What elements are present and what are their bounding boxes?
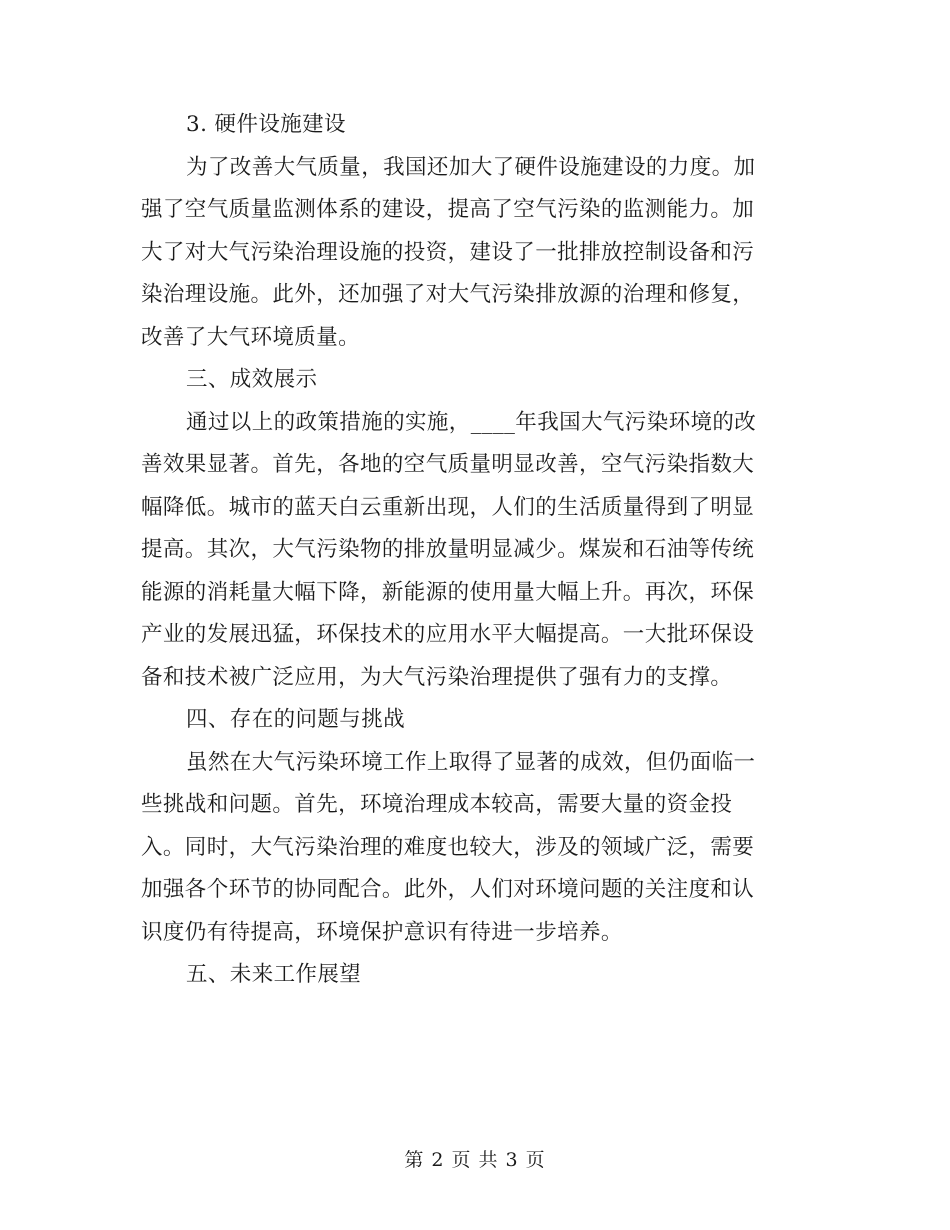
paragraph-line: 备和技术被广泛应用，为大气污染治理提供了强有力的支撑。 bbox=[141, 664, 733, 690]
paragraph-line: 提高。其次，大气污染物的排放量明显减少。煤炭和石油等传统 bbox=[141, 537, 755, 562]
paragraph-line: 幅降低。城市的蓝天白云重新出现，人们的生活质量得到了明显 bbox=[141, 494, 755, 520]
section-heading-results: 三、成效展示 bbox=[186, 367, 318, 392]
paragraph-line: 为了改善大气质量，我国还加大了硬件设施建设的力度。加 bbox=[186, 154, 756, 180]
paragraph-line: 大了对大气污染治理设施的投资，建设了一批排放控制设备和污 bbox=[141, 239, 755, 265]
paragraph-line: 善效果显著。首先，各地的空气质量明显改善，空气污染指数大 bbox=[141, 452, 755, 477]
section-heading-outlook: 五、未来工作展望 bbox=[186, 962, 362, 987]
paragraph-line: 入。同时，大气污染治理的难度也较大，涉及的领域广泛，需要 bbox=[141, 834, 755, 860]
section-heading-problems: 四、存在的问题与挑战 bbox=[186, 707, 406, 732]
paragraph-line: 识度仍有待提高，环境保护意识有待进一步培养。 bbox=[141, 919, 623, 945]
paragraph-line: 通过以上的政策措施的实施，____年我国大气污染环境的改 bbox=[186, 409, 757, 435]
paragraph-line: 加强各个环节的协同配合。此外，人们对环境问题的关注度和认 bbox=[141, 877, 755, 902]
paragraph-line: 产业的发展迅猛，环保技术的应用水平大幅提高。一大批环保设 bbox=[141, 622, 755, 647]
paragraph-line: 能源的消耗量大幅下降，新能源的使用量大幅上升。再次，环保 bbox=[141, 579, 755, 605]
document-body bbox=[141, 104, 813, 997]
paragraph-line: 虽然在大气污染环境工作上取得了显著的成效，但仍面临一 bbox=[186, 749, 756, 775]
paragraph-results bbox=[141, 402, 813, 700]
paragraph-hardware bbox=[141, 147, 813, 360]
paragraph-problems bbox=[141, 742, 813, 955]
section-heading-hardware: 3. 硬件设施建设 bbox=[186, 112, 346, 137]
page-footer: 第 2 页 共 3 页 bbox=[404, 1149, 546, 1171]
paragraph-line: 些挑战和问题。首先，环境治理成本较高，需要大量的资金投 bbox=[141, 792, 733, 817]
paragraph-line: 染治理设施。此外，还加强了对大气污染排放源的治理和修复， bbox=[141, 282, 755, 307]
paragraph-line: 改善了大气环境质量。 bbox=[141, 324, 361, 350]
paragraph-line: 强了空气质量监测体系的建设，提高了空气污染的监测能力。加 bbox=[141, 197, 755, 222]
